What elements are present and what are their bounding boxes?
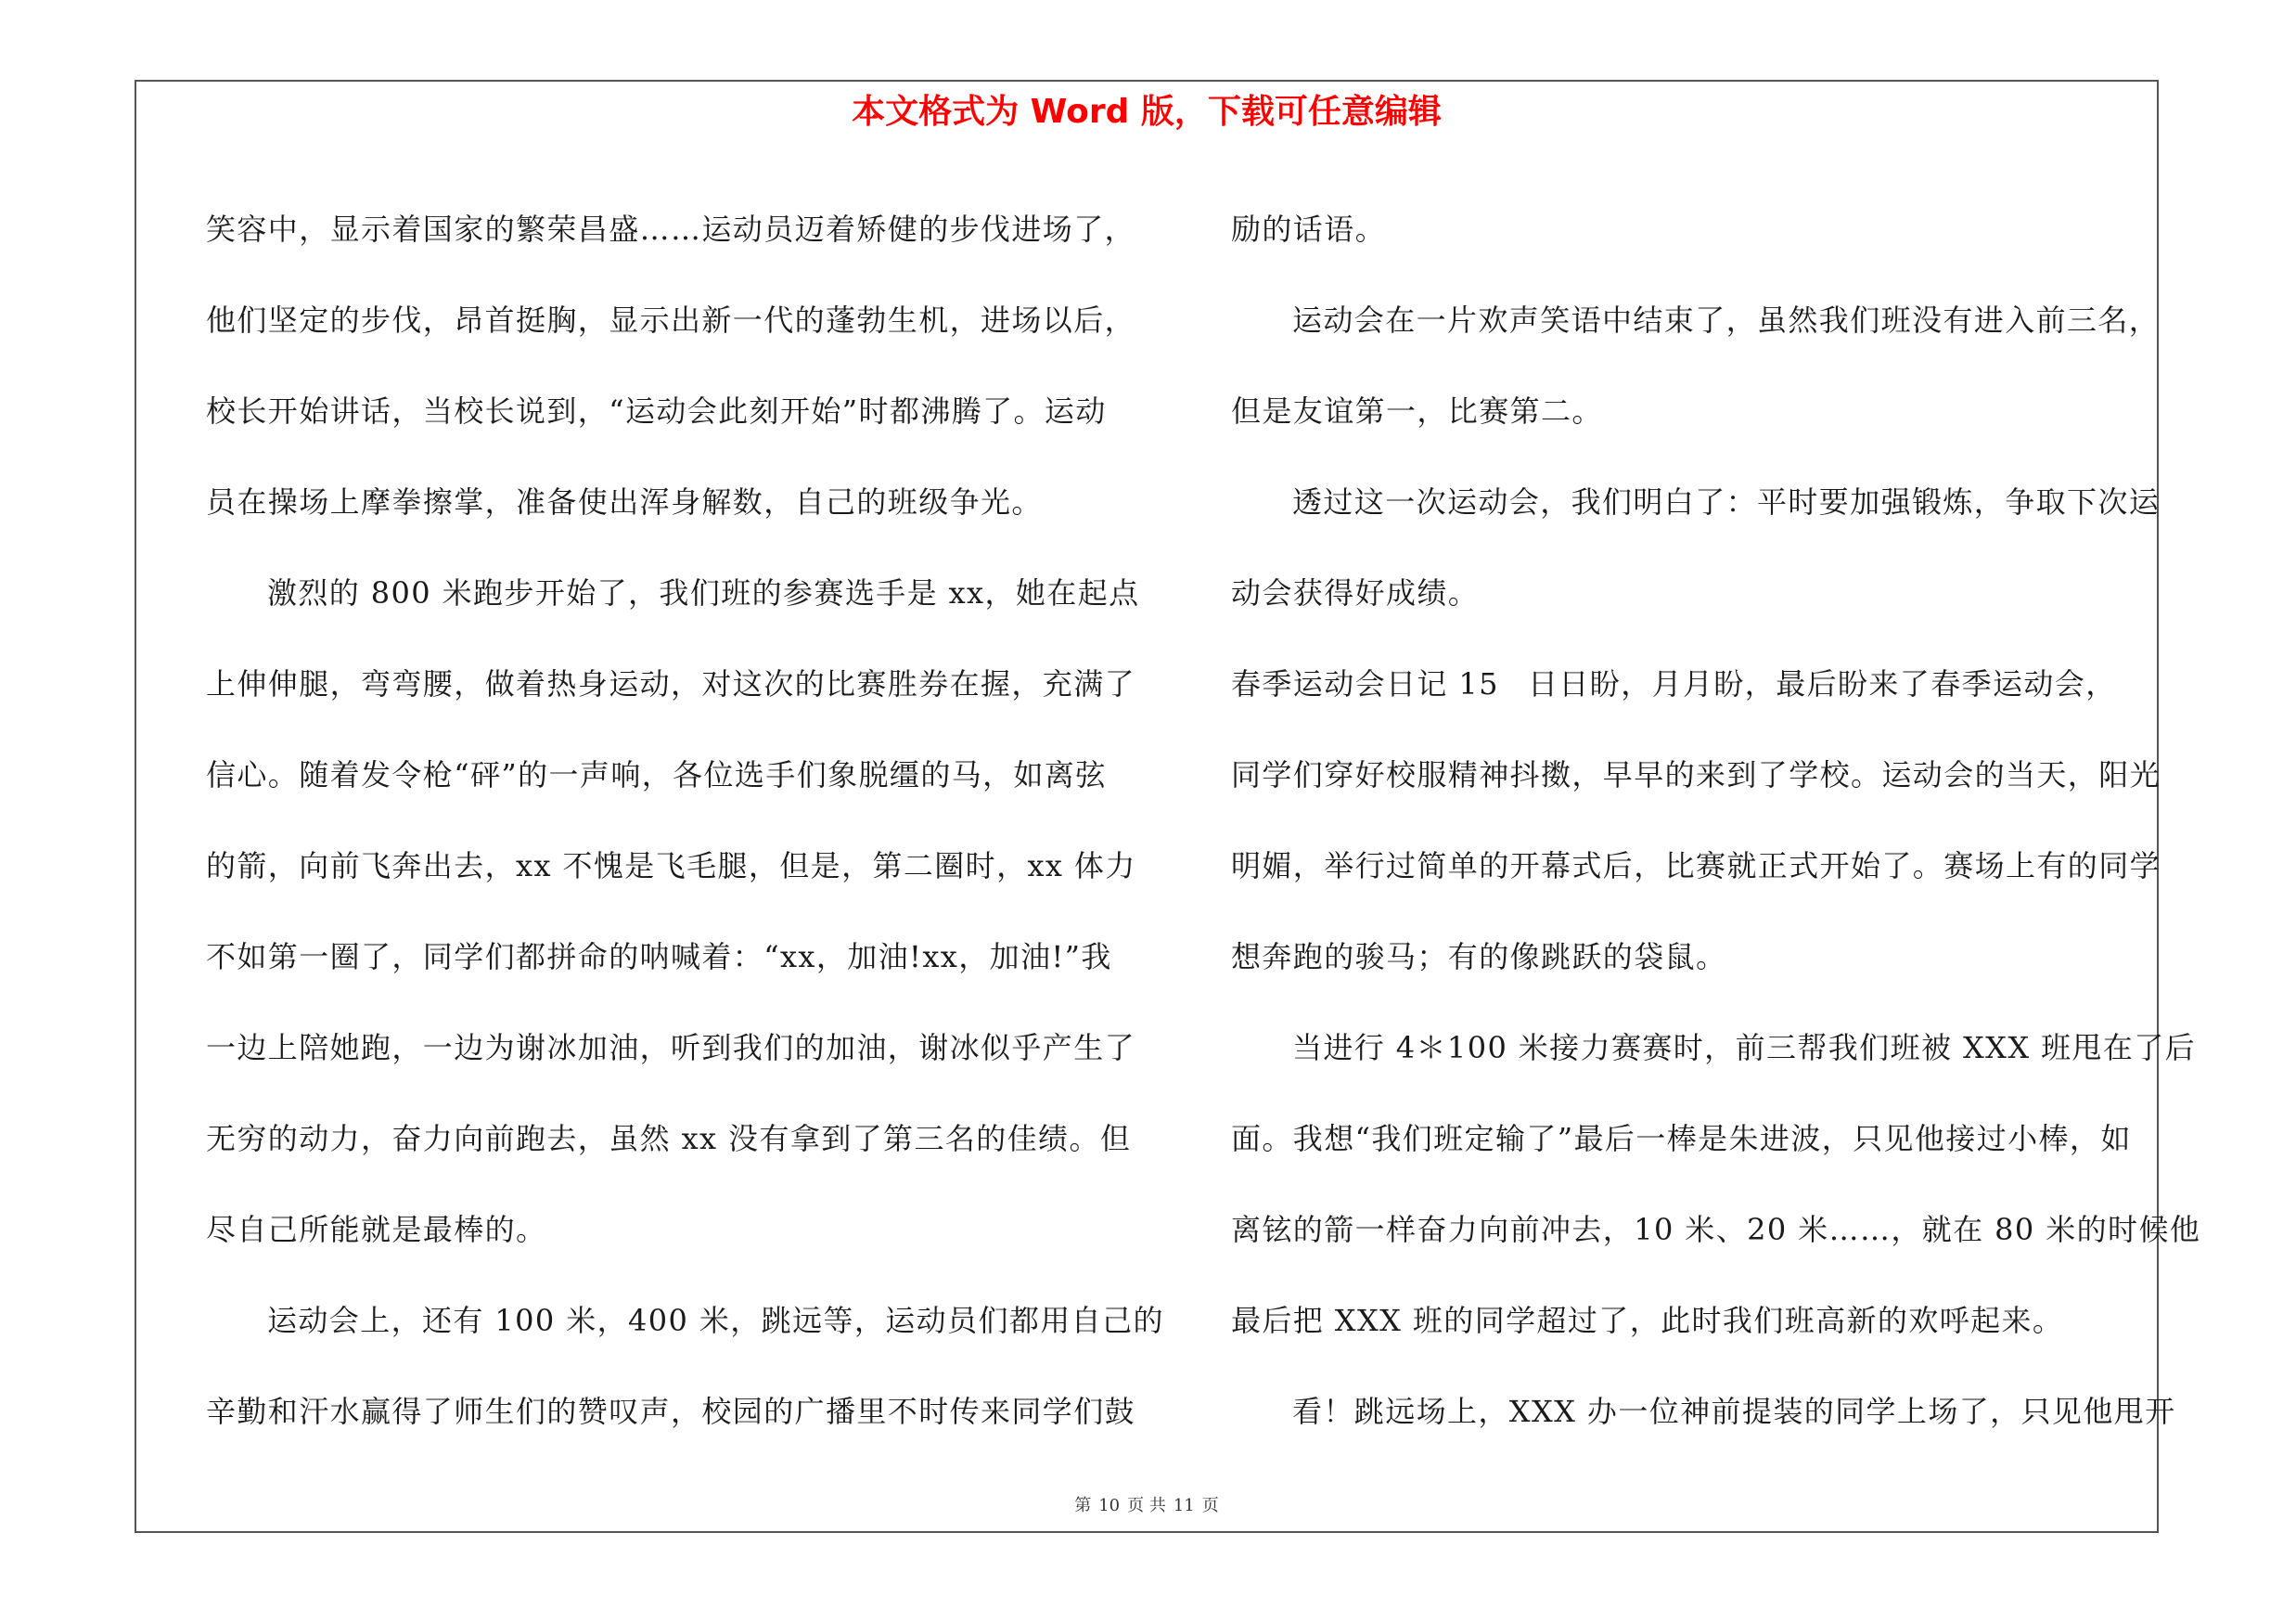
- diary-entry-title: 春季运动会日记 15: [1231, 666, 1499, 702]
- left-line-11: 无穷的动力，奋力向前跑去，虽然 xx 没有拿到了第三名的佳绩。但: [206, 1121, 1132, 1156]
- right-line-6: [1231, 638, 2140, 729]
- right-line-2: 运动会在一片欢声笑语中结束了，虽然我们班没有进入前三名，: [1292, 303, 2161, 338]
- right-text-column: [1231, 184, 2201, 1457]
- left-line-12: 尽自己所能就是最棒的。: [206, 1212, 547, 1247]
- left-line-7: 信心。随着发令枪“砰”的一声响，各位选手们象脱缰的马，如离弦: [206, 757, 1107, 792]
- current-page-number: 10: [1098, 1496, 1121, 1515]
- left-line-3: 校长开始讲话，当校长说到，“运动会此刻开始”时都沸腾了。运动: [206, 393, 1107, 429]
- footer-label-of: 页 共: [1127, 1496, 1166, 1515]
- left-line-8: 的箭，向前飞奔出去，xx 不愧是飞毛腿，但是，第二圈时，xx 体力: [206, 848, 1136, 883]
- right-line-3: 但是友谊第一，比赛第二。: [1231, 393, 1603, 429]
- left-line-5: 激烈的 800 米跑步开始了，我们班的参赛选手是 xx，她在起点: [267, 575, 1140, 611]
- right-line-1: 励的话语。: [1231, 212, 1387, 247]
- left-text-column: [206, 184, 1164, 1457]
- footer-label-page: 第: [1074, 1496, 1092, 1515]
- total-pages-number: 11: [1173, 1496, 1195, 1515]
- left-line-13: 运动会上，还有 100 米，400 米，跳远等，运动员们都用自己的: [267, 1303, 1164, 1338]
- left-line-10: 一边上陪她跑，一边为谢冰加油，听到我们的加油，谢冰似乎产生了: [206, 1030, 1136, 1065]
- right-line-8: 明媚，举行过简单的开幕式后，比赛就正式开始了。赛场上有的同学: [1231, 848, 2161, 883]
- page-number-footer: [136, 1492, 2157, 1516]
- right-line-7: 同学们穿好校服精神抖擞，早早的来到了学校。运动会的当天，阳光: [1231, 757, 2161, 792]
- diary-entry-opening: 日日盼，月月盼，最后盼来了春季运动会，: [1528, 666, 2117, 702]
- left-line-9: 不如第一圈了，同学们都拼命的呐喊着：“xx，加油!xx，加油!”我: [206, 939, 1112, 974]
- right-line-13: 最后把 XXX 班的同学超过了，此时我们班高新的欢呼起来。: [1231, 1303, 2064, 1338]
- right-line-14: 看！跳远场上，XXX 办一位神前提装的同学上场了，只见他甩开: [1292, 1394, 2176, 1429]
- word-format-banner: 本文格式为 Word 版，下载可任意编辑: [852, 93, 1442, 131]
- right-line-9: 想奔跑的骏马；有的像跳跃的袋鼠。: [1231, 939, 1727, 974]
- left-line-1: 笑容中，显示着国家的繁荣昌盛……运动员迈着矫健的步伐进场了，: [206, 212, 1136, 247]
- left-line-4: 员在操场上摩拳擦掌，准备使出浑身解数，自己的班级争光。: [206, 484, 1043, 520]
- footer-label-end: 页: [1201, 1496, 1219, 1515]
- right-line-4: 透过这一次运动会，我们明白了：平时要加强锻炼，争取下次运: [1292, 484, 2161, 520]
- right-line-12: 离铉的箭一样奋力向前冲去，10 米、20 米……，就在 80 米的时候他: [1231, 1212, 2201, 1247]
- left-line-6: 上伸伸腿，弯弯腰，做着热身运动，对这次的比赛胜券在握，充满了: [206, 666, 1136, 702]
- page-frame: [135, 80, 2201, 1533]
- right-line-11: 面。我想“我们班定输了”最后一棒是朱进波，只见他接过小棒，如: [1231, 1121, 2132, 1156]
- right-line-5: 动会获得好成绩。: [1231, 575, 1480, 611]
- right-line-10: 当进行 4＊100 米接力赛赛时，前三帮我们班被 XXX 班甩在了后: [1292, 1030, 2197, 1065]
- left-line-2: 他们坚定的步伐，昂首挺胸，显示出新一代的蓬勃生机，进场以后，: [206, 303, 1136, 338]
- left-line-14: 辛勤和汗水赢得了师生们的赞叹声，校园的广播里不时传来同学们鼓: [206, 1394, 1136, 1429]
